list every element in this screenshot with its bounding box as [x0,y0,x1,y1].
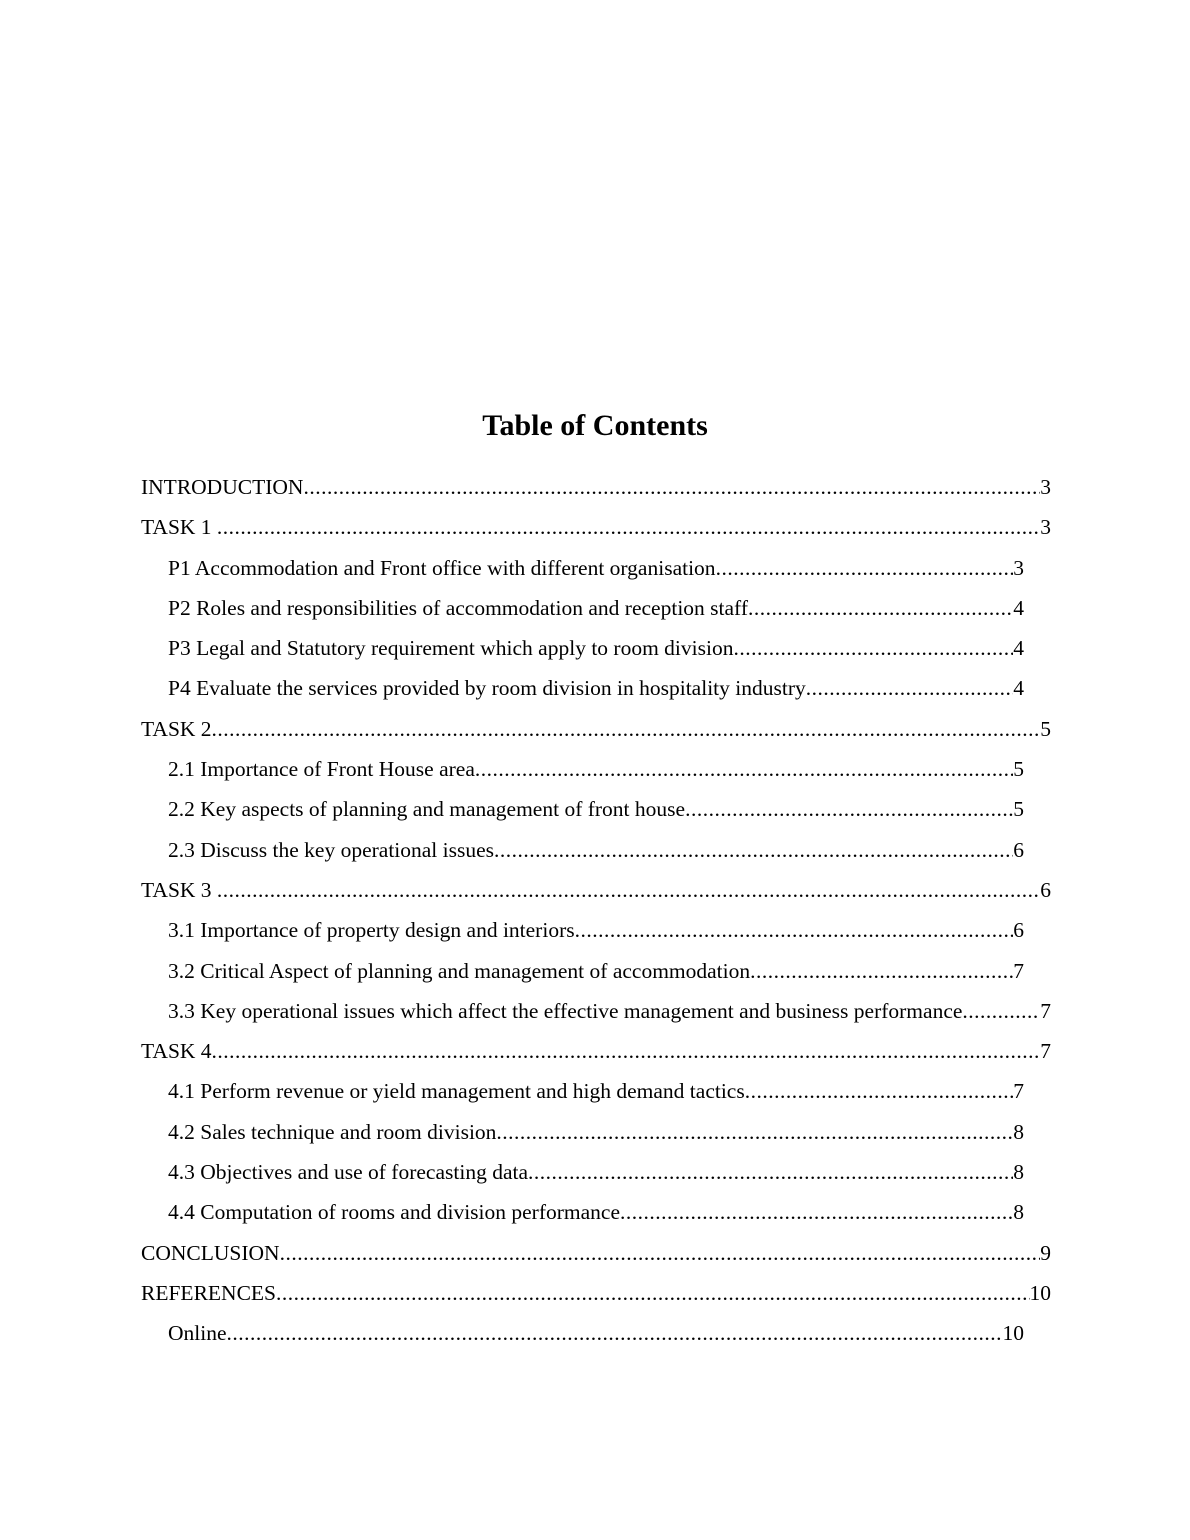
toc-entry-p4[interactable] [168,668,1024,708]
toc-leader-dots [528,1152,1013,1192]
toc-entry-label: 4.1 Perform revenue or yield management and high demand tactics [168,1079,745,1104]
toc-entry-task-1[interactable] [141,507,1051,547]
toc-entry-page: 10 [1002,1321,1024,1346]
toc-entry-p1[interactable] [168,548,1024,588]
toc-entry-label: P4 Evaluate the services provided by room division in hospitality industry [168,676,806,701]
toc-entry-page: 8 [1013,1200,1024,1225]
toc-entry-conclusion[interactable] [141,1233,1051,1273]
toc-entry-2-3[interactable] [168,830,1024,870]
toc-entry-page: 6 [1040,877,1051,902]
toc-leader-dots [475,749,1013,789]
toc-leader-dots [745,1071,1014,1111]
toc-entry-page: 9 [1040,1240,1051,1265]
toc-entry-page: 8 [1013,1119,1024,1144]
toc-entry-page: 5 [1013,797,1024,822]
toc-entry-task-4[interactable] [141,1031,1051,1071]
toc-entry-task-2[interactable] [141,709,1051,749]
toc-entry-label: Online [168,1321,227,1346]
toc-leader-dots [620,1192,1013,1232]
toc-entry-label: 4.3 Objectives and use of forecasting data [168,1160,528,1185]
toc-entry-page: 7 [1040,1039,1051,1064]
toc-entry-page: 5 [1013,757,1024,782]
toc-leader-dots [806,668,1014,708]
toc-leader-dots [575,910,1014,950]
toc-entry-references[interactable] [141,1273,1051,1313]
toc-leader-dots [212,1031,1041,1071]
toc-entry-3-1[interactable] [168,910,1024,950]
toc-leader-dots [227,1313,1003,1353]
toc-entry-page: 3 [1013,555,1024,580]
toc-entry-label: TASK 3 [141,877,217,902]
toc-entry-label: 2.3 Discuss the key operational issues [168,837,495,862]
toc-entry-p3[interactable] [168,628,1024,668]
toc-entry-label: INTRODUCTION [141,475,304,499]
toc-leader-dots [212,709,1041,749]
toc-entry-label: CONCLUSION [141,1240,280,1265]
toc-entry-page: 5 [1040,716,1051,741]
toc-entry-label: P1 Accommodation and Front office with different organisation [168,555,716,580]
toc-entry-2-1[interactable] [168,749,1024,789]
toc-entry-2-2[interactable] [168,789,1024,829]
toc-leader-dots [280,1233,1041,1273]
toc-entry-page: 3 [1040,475,1051,499]
toc-entry-page: 4 [1013,636,1024,661]
toc-entry-4-2[interactable] [168,1112,1024,1152]
toc-leader-dots [716,548,1014,588]
toc-entry-task-3[interactable] [141,870,1051,910]
toc-entry-page: 7 [1013,1079,1024,1104]
toc-leader-dots [276,1273,1030,1313]
toc-entry-label: 3.2 Critical Aspect of planning and management of accommodation [168,958,751,983]
toc-entry-page: 6 [1013,918,1024,943]
toc-entry-page: 4 [1013,595,1024,620]
toc-entry-page: 6 [1013,837,1024,862]
toc-entry-page: 7 [1040,998,1051,1023]
toc-entry-page: 4 [1013,676,1024,701]
toc-leader-dots [303,467,1040,507]
toc-leader-dots [750,951,1013,991]
toc-leader-dots [494,830,1013,870]
toc-entry-3-2[interactable] [168,951,1024,991]
toc-entry-3-3[interactable] [168,991,1051,1031]
toc-entry-label: TASK 4 [141,1039,212,1064]
toc-entry-page: 8 [1013,1160,1024,1185]
toc-entry-page: 3 [1040,515,1051,540]
toc-entry-label: 3.1 Importance of property design and interiors [168,918,575,943]
toc-leader-dots [217,870,1040,910]
toc-entry-p2[interactable] [168,588,1024,628]
toc-leader-dots [748,588,1013,628]
toc-entry-page: 10 [1029,1280,1051,1305]
toc-entry-introduction[interactable] [141,467,1051,507]
toc-entry-page: 7 [1013,958,1024,983]
toc-entry-label: 3.3 Key operational issues which affect the effective management and business performance [168,998,963,1023]
table-of-contents [141,467,1051,1354]
toc-leader-dots [217,507,1040,547]
toc-entry-4-3[interactable] [168,1152,1024,1192]
toc-leader-dots [962,991,1040,1031]
toc-entry-online[interactable] [168,1313,1024,1353]
toc-leader-dots [733,628,1013,668]
toc-entry-label: 4.2 Sales technique and room division [168,1119,497,1144]
toc-entry-label: 4.4 Computation of rooms and division performance [168,1200,621,1225]
toc-title: Table of Contents [482,409,708,442]
toc-entry-label: P2 Roles and responsibilities of accommodation and reception staff [168,595,748,620]
toc-entry-4-1[interactable] [168,1071,1024,1111]
toc-entry-label: TASK 1 [141,515,217,540]
toc-leader-dots [496,1112,1013,1152]
toc-entry-label: REFERENCES [141,1280,276,1305]
toc-entry-label: 2.1 Importance of Front House area [168,757,475,782]
toc-entry-4-4[interactable] [168,1192,1024,1232]
toc-entry-label: P3 Legal and Statutory requirement which apply to room division [168,636,734,661]
toc-entry-label: 2.2 Key aspects of planning and management of front house [168,797,686,822]
toc-entry-label: TASK 2 [141,716,212,741]
toc-leader-dots [685,789,1013,829]
